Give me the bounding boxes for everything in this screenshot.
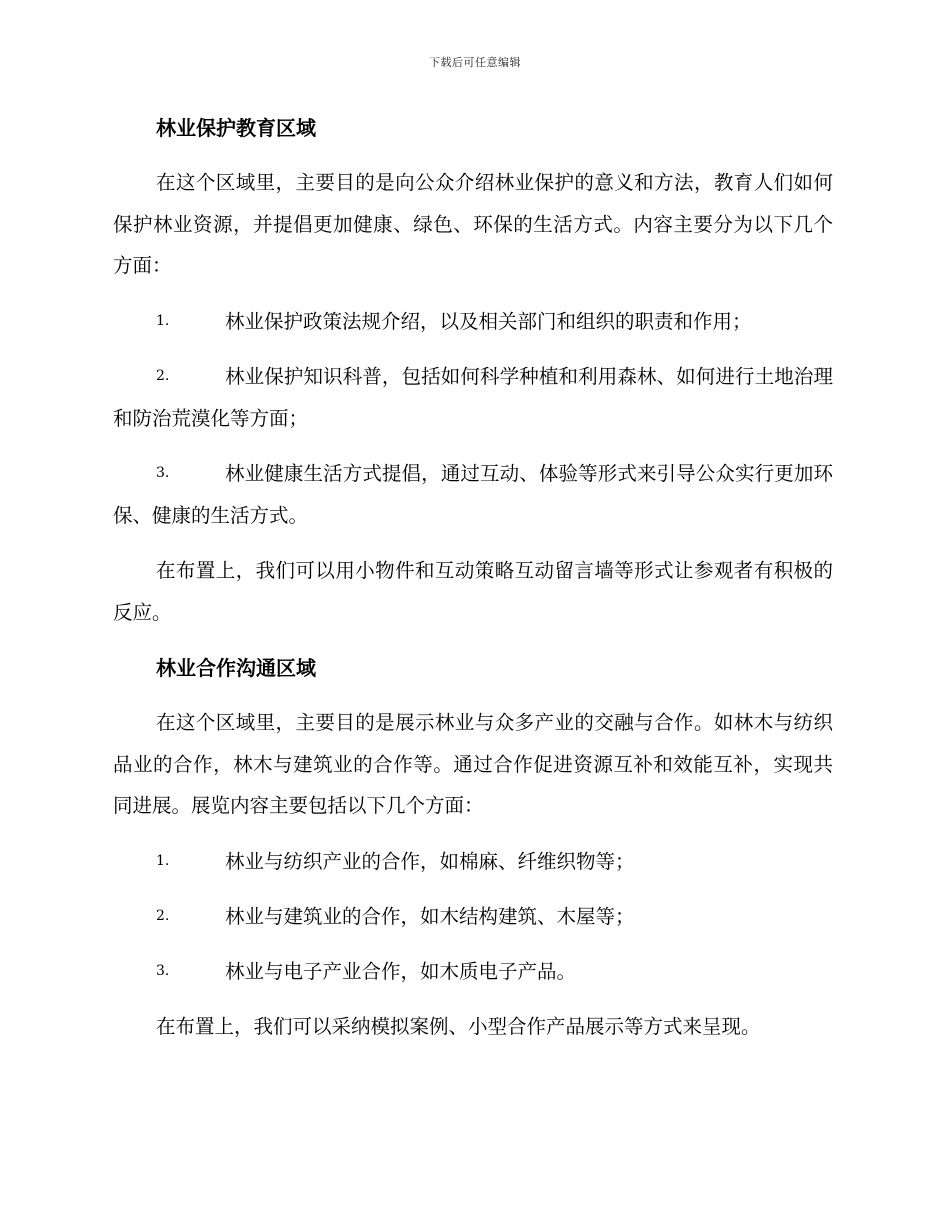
list-item-text: 林业与纺织产业的合作，如棉麻、纤维织物等；	[225, 850, 635, 873]
list-item	[113, 356, 833, 439]
list-item-number: 2.	[156, 368, 170, 384]
section-closing-paragraph: 在布置上，我们可以用小物件和互动策略互动留言墙等形式让参观者有积极的反应。	[113, 559, 833, 624]
section-heading-cooperation: 林业合作沟通区域	[156, 656, 316, 680]
section-heading-education: 林业保护教育区域	[156, 116, 316, 140]
list-item-text: 林业与建筑业的合作，如木结构建筑、木屋等；	[225, 905, 635, 928]
list-item	[113, 301, 833, 343]
list-item	[113, 896, 833, 938]
list-item-number: 1.	[156, 853, 170, 869]
list-item-number: 3.	[156, 963, 170, 979]
list-item-text: 林业保护政策法规介绍，以及相关部门和组织的职责和作用；	[225, 310, 752, 333]
list-item-text: 林业与电子产业合作，如木质电子产品。	[225, 960, 577, 983]
section-closing-paragraph: 在布置上，我们可以采纳模拟案例、小型合作产品展示等方式来呈现。	[156, 1015, 761, 1038]
list-item-number: 3.	[156, 465, 170, 481]
page-header-note: 下载后可任意编辑	[429, 56, 521, 69]
list-item-number: 1.	[156, 313, 170, 329]
list-item-text: 林业保护知识科普，包括如何科学种植和利用森林、如何进行土地治理和防治荒漠化等方面；	[113, 365, 833, 430]
list-item-text: 林业健康生活方式提倡，通过互动、体验等形式来引导公众实行更加环保、健康的生活方式。	[113, 462, 833, 527]
section-intro-paragraph: 在这个区域里，主要目的是展示林业与众多产业的交融与合作。如林木与纺织品业的合作，林木与建筑业的合作等。通过合作促进资源互补和效能互补，实现共同进展。展览内容主要包括以下几个方面：	[113, 711, 833, 817]
list-item	[113, 841, 833, 883]
list-item	[113, 951, 833, 993]
section-intro-paragraph: 在这个区域里，主要目的是向公众介绍林业保护的意义和方法，教育人们如何保护林业资源，并提倡更加健康、绿色、环保的生活方式。内容主要分为以下几个方面：	[113, 171, 833, 277]
list-item-number: 2.	[156, 908, 170, 924]
list-item	[113, 453, 833, 536]
